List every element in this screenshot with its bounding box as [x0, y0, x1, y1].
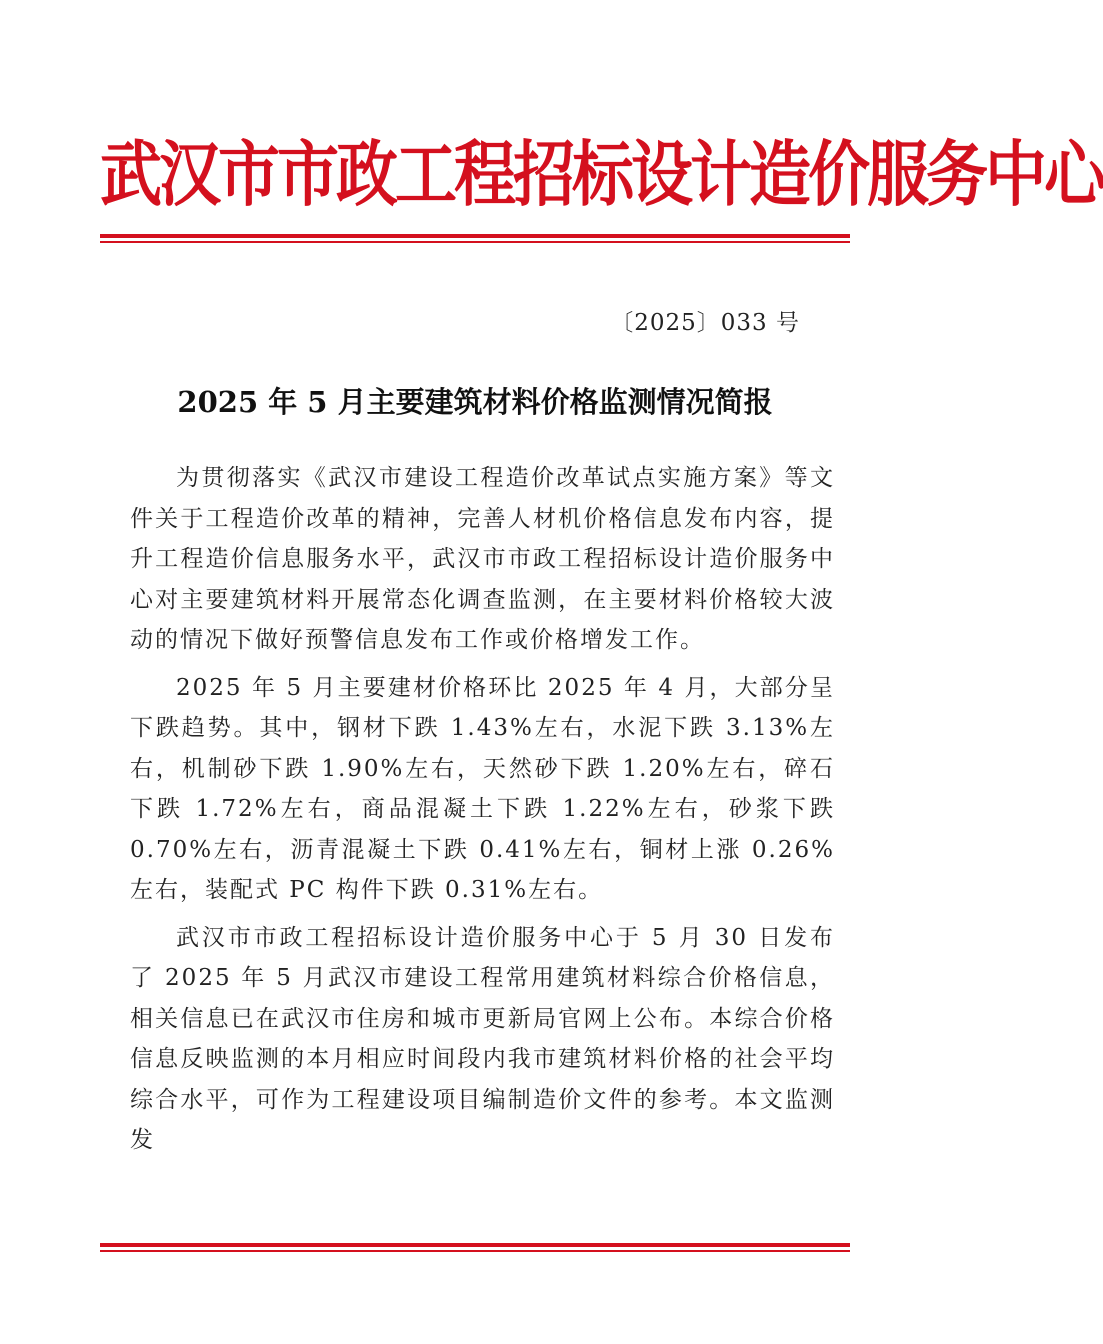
paragraph: 为贯彻落实《武汉市建设工程造价改革试点实施方案》等文件关于工程造价改革的精神，完善人材机价格信息发布内容，提升工程造价信息服务水平，武汉市市政工程招标设计造价服务中心对主要建筑材料开展常态化调查监测，在主要材料价格较大波动的情况下做好预警信息发布工作或价格增发工作。 [130, 465, 835, 653]
organization-masthead: 武汉市市政工程招标设计造价服务中心 [100, 132, 1103, 217]
document-title: 2025 年 5 月主要建筑材料价格监测情况简报 [177, 385, 773, 419]
document-number: 〔2025〕033 号 [610, 310, 800, 336]
paragraph: 武汉市市政工程招标设计造价服务中心于 5 月 30 日发布了 2025 年 5 月武汉市建设工程常用建筑材料综合价格信息，相关信息已在武汉市住房和城市更新局官网上公布。本综合价格信息反映监测的本月相应时间段内我市建筑材料价格的社会平均综合水平，可作为工程建设项目编制造价文件的参考。本文监测发 [130, 924, 835, 1153]
paragraph: 2025 年 5 月主要建材价格环比 2025 年 4 月，大部分呈下跌趋势。其中，钢材下跌 1.43%左右，水泥下跌 3.13%左右，机制砂下跌 1.90%左右，天然砂下跌 1.20%左右，碎石下跌 1.72%左右，商品混凝土下跌 1.22%左右，砂浆下跌 0.70%左右，沥青混凝土下跌 0.41%左右，铜材上涨 0.26%左右，装配式 PC 构件下跌 0.31%左右。 [130, 674, 835, 903]
footer-divider [100, 1243, 850, 1252]
masthead-divider [100, 234, 850, 243]
document-body [130, 458, 835, 1168]
